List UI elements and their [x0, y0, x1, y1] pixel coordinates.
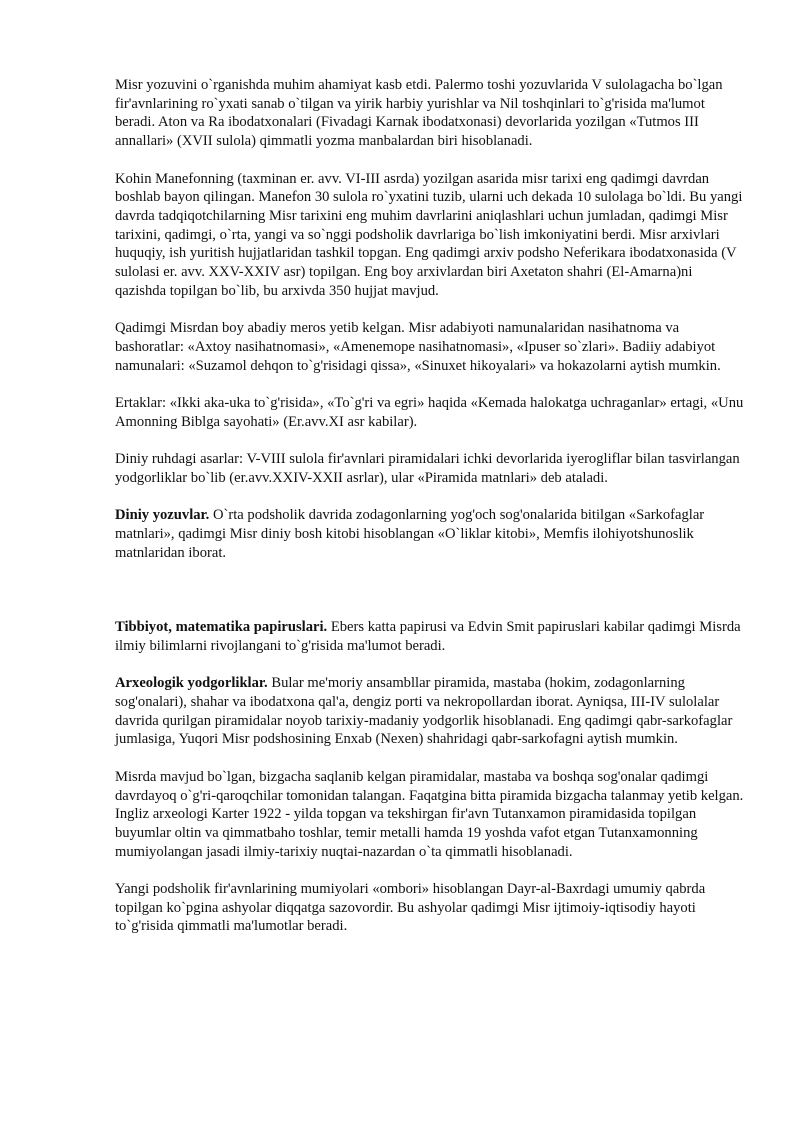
- paragraph-heading: Tibbiyot, matematika papiruslari.: [115, 619, 328, 636]
- paragraph-religious-texts: [115, 506, 745, 562]
- paragraph-text: Ertaklar: «Ikki aka-uka to`g'risida», «To`g'ri va egri» haqida «Kemada halokatga uchraganlar» ertagi, «Unu Amonning Biblga sayohati» (Er.avv.XI asr kabilar).: [115, 394, 744, 430]
- paragraph-manefon: [115, 170, 745, 301]
- paragraph-text: Yangi podsholik fir'avnlarining mumiyolari «ombori» hisoblangan Dayr-al-Baxrdagi umumiy qabrda topilgan ko`pgina ashyolar diqqatga sazovordir. Bu ashyolar qadimgi Misr ijtimoiy-iqtisodiy hayoti to`g'risida qimmatli ma'lumotlar beradi.: [115, 881, 706, 935]
- paragraph-tutankhamun: [115, 768, 745, 862]
- paragraph-palermo: [115, 76, 745, 151]
- paragraph-literature: [115, 319, 745, 375]
- paragraph-papyri: [115, 618, 745, 655]
- paragraph-text: O`rta podsholik davrida zodagonlarning yog'och sog'onalarida bitilgan «Sarkofaglar matnlari», qadimgi Misr diniy bosh kitobi hisoblangan «O`liklar kitobi», Memfis ilohiyotshunoslik matnlaridan iborat.: [115, 507, 705, 561]
- document-body: [115, 76, 745, 955]
- paragraph-religious-works: [115, 450, 745, 487]
- paragraph-heading: Diniy yozuvlar.: [115, 507, 210, 524]
- paragraph-text: Misrda mavjud bo`lgan, bizgacha saqlanib kelgan piramidalar, mastaba va boshqa sog'onalar qadimgi davrdayoq o`g'ri-qaroqchilar tomonidan talangan. Faqatgina bitta piramida bizgacha talanmay yetib kelgan. Ingliz arxeologi Karter 1922 - yilda topgan va tekshirgan fir'avn Tutanxamon piramidasida topilgan buyumlar oltin va qimmatbaho toshlar, temir metalli hamda 19 yoshda vafot etgan Tutanxamonning mumiyolangan jasadi ilmiy-tarixiy nuqtai-nazardan o`ta qimmatli hisoblanadi.: [115, 768, 744, 860]
- paragraph-deir-el-bahari: [115, 880, 745, 936]
- paragraph-text: Bular me'moriy ansambllar piramida, mastaba (hokim, zodagonlarning sog'onalari), shahar va ibodatxona qal'a, dengiz porti va nekropollardan iborat. Ayniqsa, III-IV sulolalar davrida qurilgan piramidalar noyob tarixiy-madaniy yodgorlik hisoblanadi. Eng qadimgi qabr-sarkofaglar jumlasiga, Yuqori Misr podshosining Enxab (Nexen) shahridagi qabr-sarkofagni aytish mumkin.: [115, 675, 733, 748]
- paragraph-tales: [115, 394, 745, 431]
- paragraph-text: Diniy ruhdagi asarlar: V-VIII sulola fir'avnlari piramidalari ichki devorlarida iyerogliflar bilan tasvirlangan yodgorliklar bo`lib (er.avv.XXIV-XXII asrlar), ular «Piramida matnlari» deb ataladi.: [115, 451, 740, 486]
- paragraph-text: Ebers katta papirusi va Edvin Smit papiruslari kabilar qadimgi Misrda ilmiy bilimlarni rivojlangani to`g'risida ma'lumot beradi.: [115, 619, 741, 654]
- paragraph-text: Qadimgi Misrdan boy abadiy meros yetib kelgan. Misr adabiyoti namunalaridan nasihatnoma va bashoratlar: «Axtoy nasihatnomasi», «Amenemope nasihatnomasi», «Ipuser so`zlari». Badiiy adabiyot namunalari: «Suzamol dehqon to`g'risidagi qissa», «Sinuxet hikoyalari» va hokazolarni aytish mumkin.: [115, 320, 721, 374]
- paragraph-text: Kohin Manefonning (taxminan er. avv. VI-III asrda) yozilgan asarida misr tarixi eng qadimgi davrdan boshlab bayon qilingan. Manefon 30 sulola ro`yxatini tuzib, ularni uch dekada 10 sulolaga bo`ldi. Bu yangi davrda tadqiqotchilarning Misr tarixini eng muhim davrlarini aniqlashlari uchun jumladan, qadimgi Misr tarixini, qadimgi, o`rta, yangi va so`nggi podsholik davrlariga bo`lish imkoniyatini berdi. Misr arxivlari huquqiy, ish yuritish hujjatlaridan tashkil topgan. Eng qadimgi arxiv podsho Neferikara ibodatxonasida (V sulolasi er. avv. XXV-XXIV asr) topilgan. Eng boy arxivlardan biri Axetaton shahri (El-Amarna)ni qazishda topilgan bo`lib, bu arxivda 350 hujjat mavjud.: [115, 170, 743, 299]
- paragraph-heading: Arxeologik yodgorliklar.: [115, 675, 268, 692]
- paragraph-text: Misr yozuvini o`rganishda muhim ahamiyat kasb etdi. Palermo toshi yozuvlarida V sulolagacha bo`lgan fir'avnlarining ro`yxati sanab o`tilgan va yirik harbiy yurishlar va Nil toshqinlari to`g'risida ma'lumot beradi. Aton va Ra ibodatxonalari (Fivadagi Karnak ibodatxonasi) devorlarida yozilgan «Tutmos III annallari» (XVII sulola) qimmatli yozma manbalardan biri hisoblanadi.: [115, 77, 723, 150]
- paragraph-archaeology: [115, 674, 745, 749]
